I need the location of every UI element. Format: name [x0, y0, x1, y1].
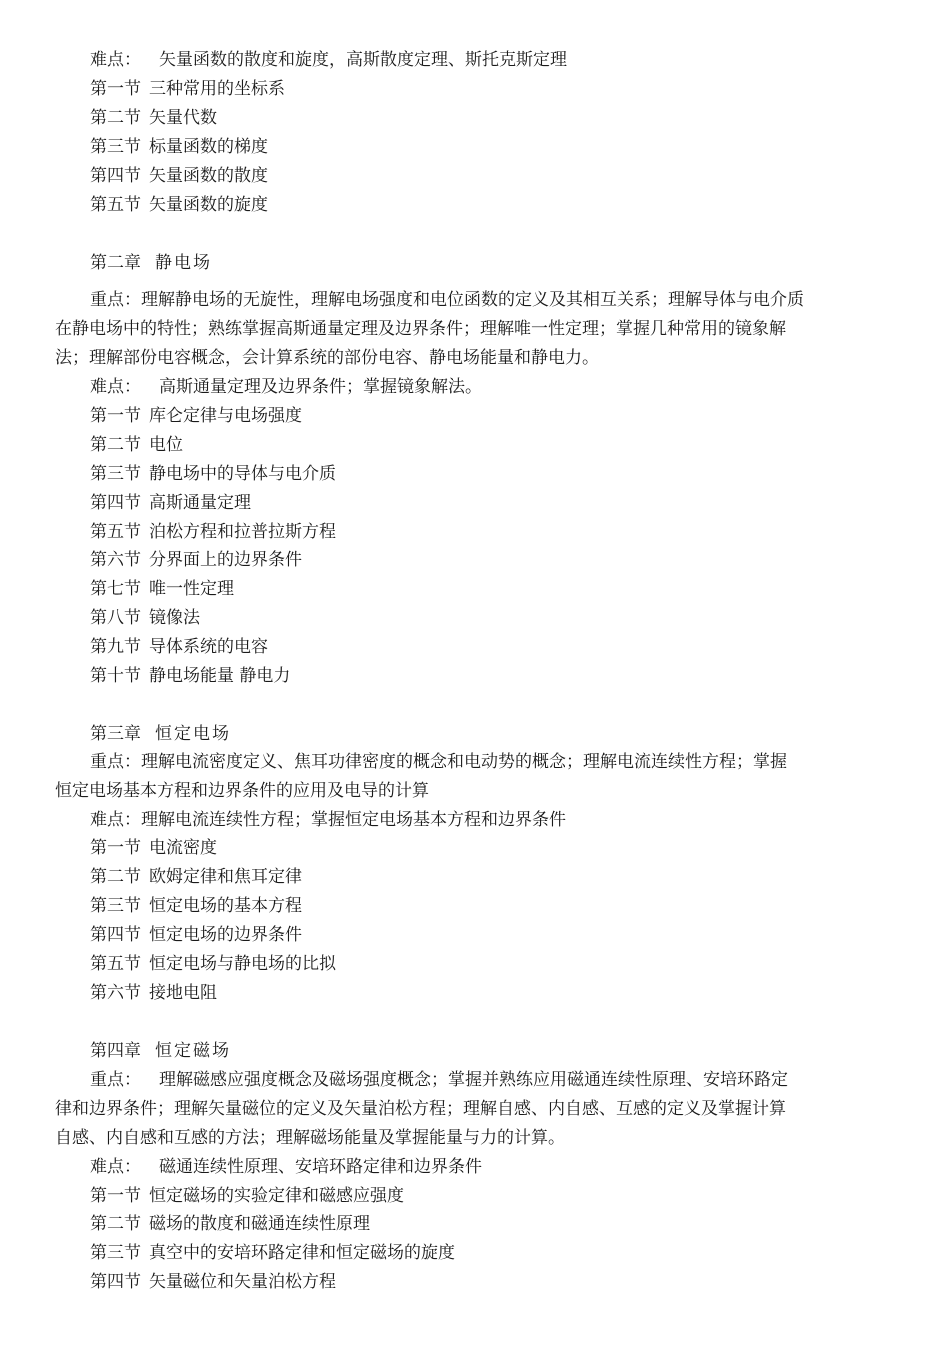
ch4-key-points-cont: 律和边界条件；理解矢量磁位的定义及矢量泊松方程；理解自感、内自感、互感的定义及掌握计算 — [55, 1099, 786, 1119]
ch4-difficulty: 难点： 磁通连续性原理、安培环路定律和边界条件 — [90, 1157, 482, 1177]
section-line: 第四节 恒定电场的边界条件 — [90, 925, 302, 945]
section-line: 第一节 三种常用的坐标系 — [90, 79, 285, 99]
section-line: 第三节 静电场中的导体与电介质 — [90, 464, 336, 484]
ch3-key-points-cont: 恒定电场基本方程和边界条件的应用及电导的计算 — [55, 781, 429, 801]
section-line: 第五节 恒定电场与静电场的比拟 — [90, 954, 336, 974]
section-line: 第三节 标量函数的梯度 — [90, 137, 268, 157]
chapter-heading: 第三章 恒定电场 — [90, 724, 231, 744]
section-line: 第四节 矢量磁位和矢量泊松方程 — [90, 1272, 336, 1292]
section-line: 第五节 泊松方程和拉普拉斯方程 — [90, 522, 336, 542]
ch2-key-points: 重点：理解静电场的无旋性，理解电场强度和电位函数的定义及其相互关系；理解导体与电介质 — [90, 290, 804, 310]
section-line: 第八节 镜像法 — [90, 608, 200, 628]
section-line: 第一节 电流密度 — [90, 838, 217, 858]
section-line: 第三节 真空中的安培环路定律和恒定磁场的旋度 — [90, 1243, 455, 1263]
ch2-difficulty: 难点： 高斯通量定理及边界条件；掌握镜象解法。 — [90, 377, 482, 397]
section-line: 第一节 恒定磁场的实验定律和磁感应强度 — [90, 1186, 404, 1206]
section-line: 第十节 静电场能量 静电力 — [90, 666, 291, 686]
ch2-key-points-cont: 法；理解部份电容概念，会计算系统的部份电容、静电场能量和静电力。 — [55, 348, 599, 368]
section-line: 第二节 欧姆定律和焦耳定律 — [90, 867, 302, 887]
section-line: 第六节 分界面上的边界条件 — [90, 550, 302, 570]
ch3-key-points: 重点：理解电流密度定义、焦耳功律密度的概念和电动势的概念；理解电流连续性方程；掌握 — [90, 752, 787, 772]
ch1-difficulty: 难点： 矢量函数的散度和旋度，高斯散度定理、斯托克斯定理 — [90, 50, 567, 70]
section-line: 第五节 矢量函数的旋度 — [90, 195, 268, 215]
section-line: 第四节 高斯通量定理 — [90, 493, 251, 513]
ch3-difficulty: 难点：理解电流连续性方程；掌握恒定电场基本方程和边界条件 — [90, 810, 566, 830]
section-line: 第二节 磁场的散度和磁通连续性原理 — [90, 1214, 370, 1234]
ch4-key-points-cont: 自感、内自感和互感的方法；理解磁场能量及掌握能量与力的计算。 — [55, 1128, 565, 1148]
section-line: 第四节 矢量函数的散度 — [90, 166, 268, 186]
section-line: 第二节 矢量代数 — [90, 108, 217, 128]
section-line: 第一节 库仑定律与电场强度 — [90, 406, 302, 426]
ch2-key-points-cont: 在静电场中的特性；熟练掌握高斯通量定理及边界条件；理解唯一性定理；掌握几种常用的镜象解 — [55, 319, 786, 339]
section-line: 第九节 导体系统的电容 — [90, 637, 268, 657]
ch4-key-points: 重点： 理解磁感应强度概念及磁场强度概念；掌握并熟练应用磁通连续性原理、安培环路定 — [90, 1070, 788, 1090]
chapter-heading: 第四章 恒定磁场 — [90, 1041, 231, 1061]
section-line: 第二节 电位 — [90, 435, 183, 455]
section-line: 第三节 恒定电场的基本方程 — [90, 896, 302, 916]
chapter-heading: 第二章 静电场 — [90, 253, 212, 273]
section-line: 第七节 唯一性定理 — [90, 579, 234, 599]
section-line: 第六节 接地电阻 — [90, 983, 217, 1003]
